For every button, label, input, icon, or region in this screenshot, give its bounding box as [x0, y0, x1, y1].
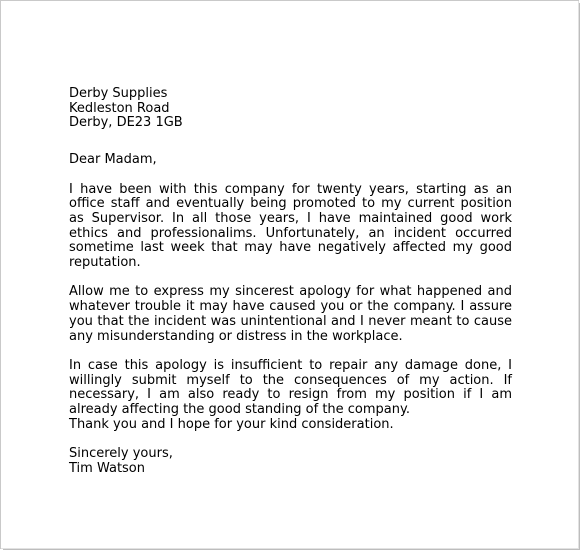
- recipient-street: Kedleston Road: [69, 100, 170, 116]
- recipient-city: Derby, DE23 1GB: [69, 115, 183, 131]
- salutation: Dear Madam,: [69, 152, 157, 168]
- paragraph-intro: I have been with this company for twenty years, starting as an office staff and eventually being promoted to my current position as Supervisor. In all those years, I have maintained good work ethics and professionalims. Unfortunately, an incident occurred sometime last week that may have negatively affected my good reputation.: [69, 181, 512, 271]
- signature-name: Tim Watson: [69, 460, 146, 476]
- paragraph-consequences: In case this apology is insufficient to repair any damage done, I willingly submit myself to the consequences of my action. If necessary, I am also ready to resign from my position if I am already affecting the good standing of the company.: [69, 357, 512, 418]
- recipient-name: Derby Supplies: [69, 86, 168, 101]
- paragraph-consequences-block: [69, 359, 512, 433]
- paragraph-apology: Allow me to express my sincerest apology for what happened and whatever trouble it may have caused you or the company. I assure you that the incident was unintentional and I never meant to cause any misunderstanding or distress in the workplace.: [69, 284, 512, 344]
- closing-block: [69, 447, 512, 476]
- thanks-line: Thank you and I hope for your kind consideration.: [69, 416, 394, 432]
- valediction: Sincerely yours,: [69, 446, 173, 462]
- recipient-address: [69, 87, 512, 131]
- letter-body: [69, 87, 512, 477]
